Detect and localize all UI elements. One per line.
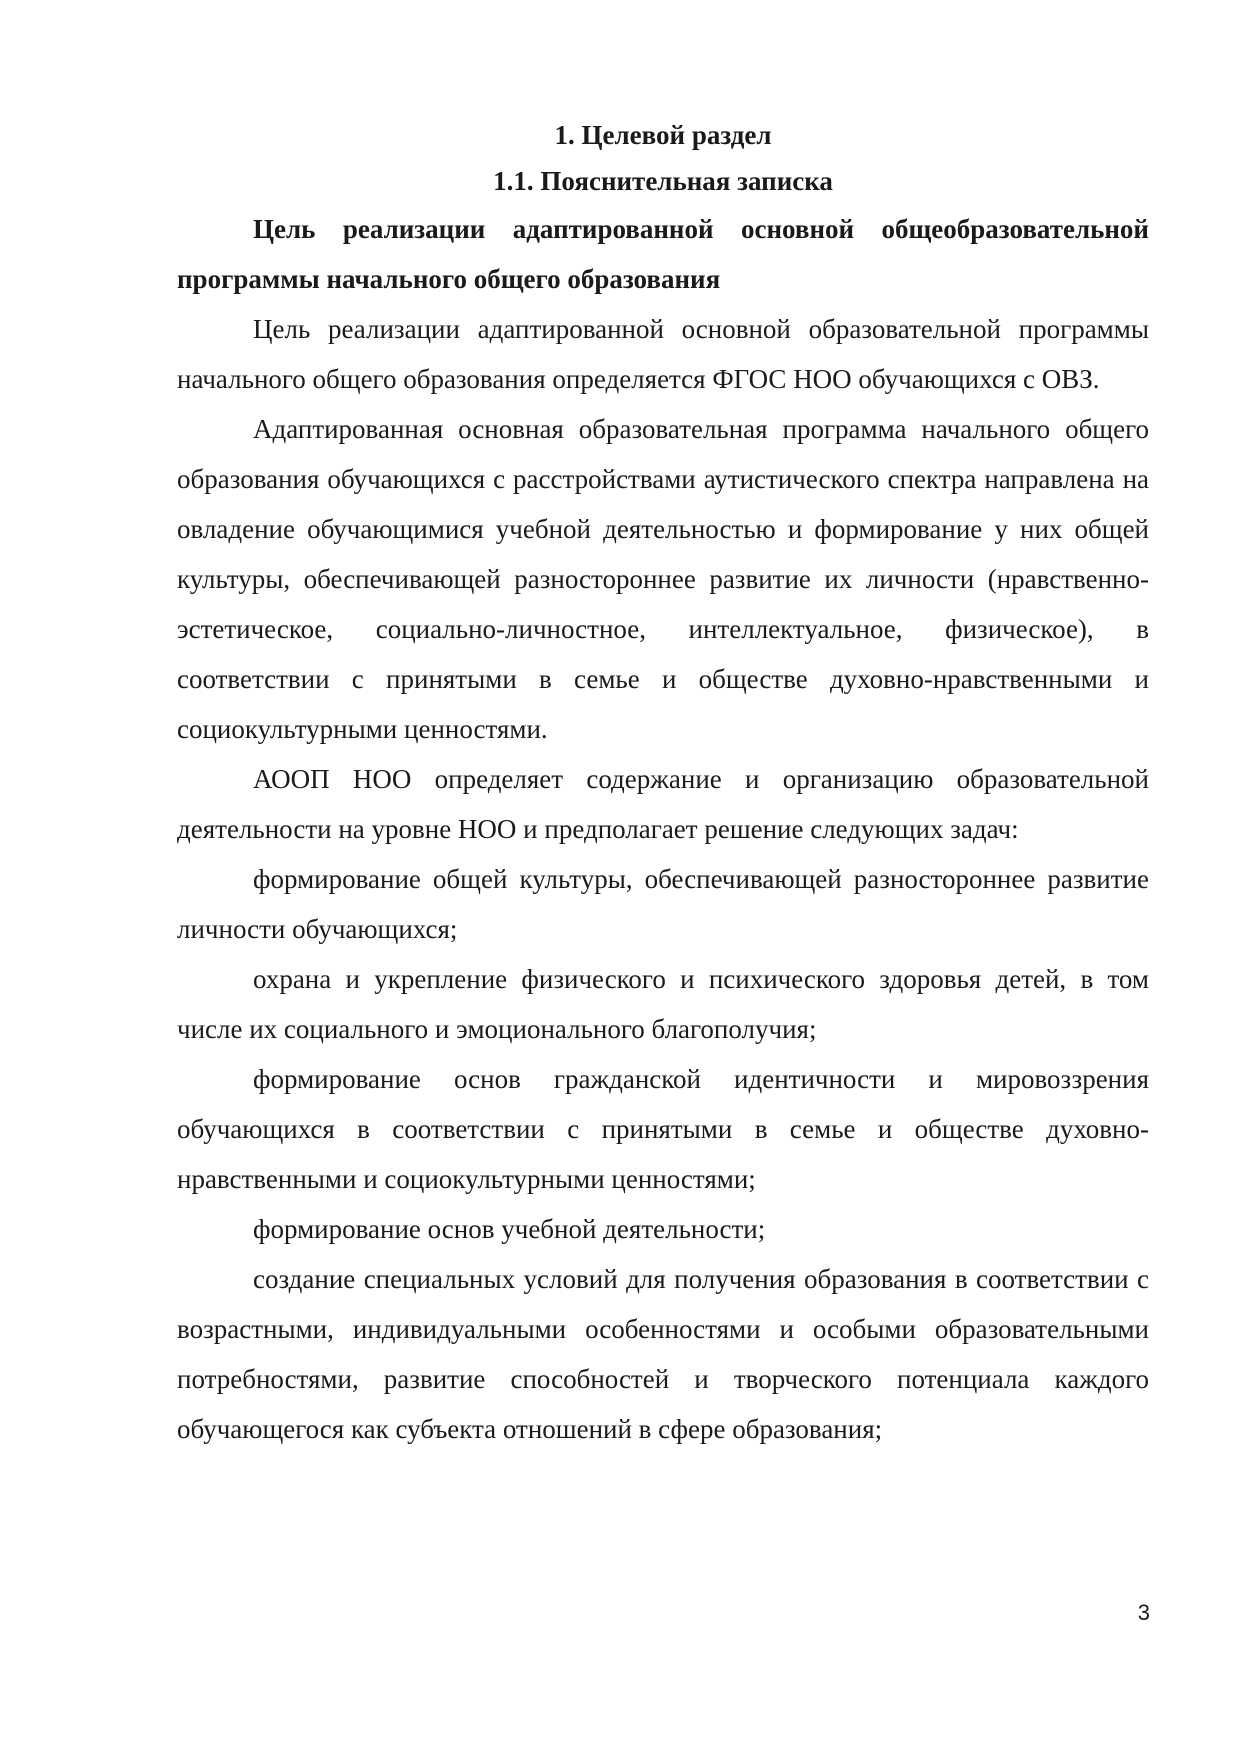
task-item: формирование общей культуры, обеспечивающей разностороннее развитие личности обучающихся; — [177, 864, 1149, 944]
goal-heading: Цель реализации адаптированной основной общеобразовательной программы начального общего образования — [177, 214, 1149, 294]
subsection-title: 1.1. Пояснительная записка — [493, 166, 833, 196]
paragraph-program-purpose: Адаптированная основная образовательная программа начального общего образования обучающихся с расстройствами аутистического спектра направлена на овладение обучающимися учебной деятельностью и формирование у них общей культуры, обеспечивающей разностороннее развитие их личности (нравственно-эстетическое, социально-личностное, интеллектуальное, физическое), в соответствии с принятыми в семье и обществе духовно-нравственными и социокультурными ценностями. — [177, 414, 1149, 744]
task-item: формирование основ гражданской идентичности и мировоззрения обучающихся в соответствии с принятыми в семье и обществе духовно-нравственными и социокультурными ценностями; — [177, 1064, 1149, 1194]
task-item: охрана и укрепление физического и психического здоровья детей, в том числе их социального и эмоционального благополучия; — [177, 964, 1149, 1044]
section-title: 1. Целевой раздел — [554, 120, 772, 150]
page-content — [177, 112, 1149, 1454]
page-number: 3 — [1137, 1600, 1150, 1625]
paragraph-goal-definition: Цель реализации адаптированной основной образовательной программы начального общего образования определяется ФГОС НОО обучающихся с ОВЗ. — [177, 314, 1149, 394]
paragraph-tasks-intro: АООП НОО определяет содержание и организацию образовательной деятельности на уровне НОО и предполагает решение следующих задач: — [177, 764, 1149, 844]
task-item: формирование основ учебной деятельности; — [253, 1214, 766, 1244]
task-item: создание специальных условий для получения образования в соответствии с возрастными, индивидуальными особенностями и особыми образовательными потребностями, развитие способностей и творческого потенциала каждого обучающегося как субъекта отношений в сфере образования; — [177, 1264, 1149, 1444]
